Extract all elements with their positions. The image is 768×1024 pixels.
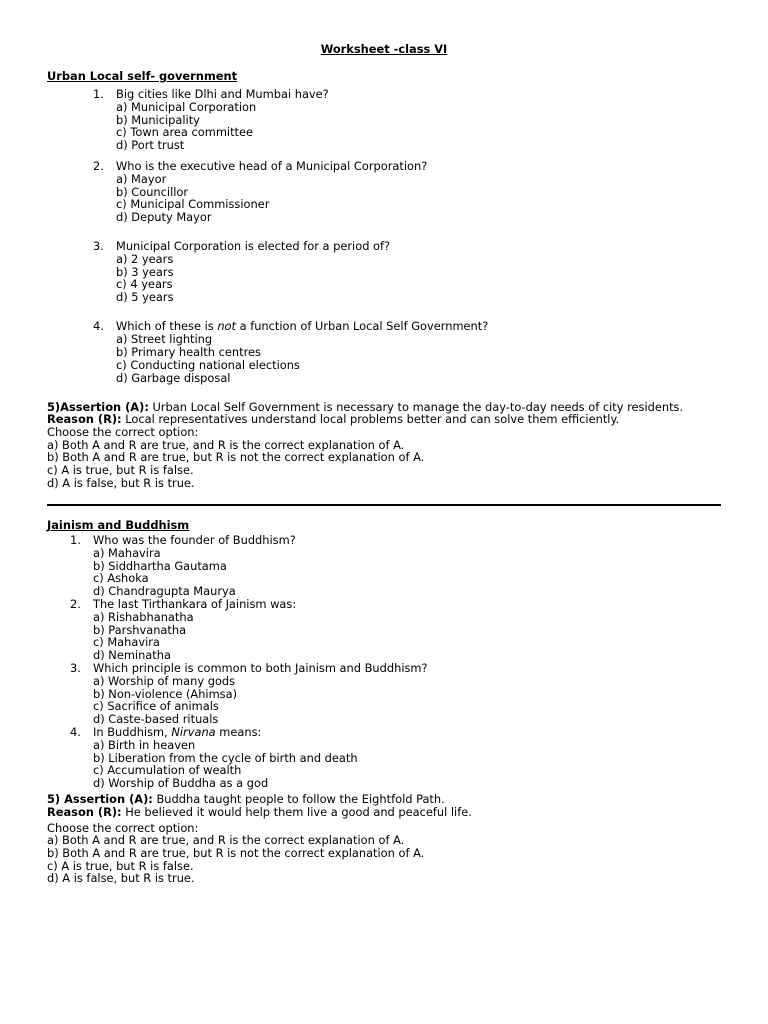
- assertion-text: Urban Local Self Government is necessary to manage the day-to-day needs of city residents.: [148, 400, 684, 414]
- option: d) Chandragupta Maurya: [93, 584, 236, 598]
- option: c) Town area committee: [116, 125, 254, 139]
- option: c) Mahavira: [93, 635, 160, 649]
- option: b) Non-violence (Ahimsa): [93, 687, 238, 701]
- choose-instruction: Choose the correct option:: [47, 821, 199, 835]
- section-heading-jainism-buddhism: Jainism and Buddhism: [47, 518, 190, 532]
- option: a) Worship of many gods: [93, 674, 236, 688]
- option: a) Mayor: [116, 172, 167, 186]
- ar-option: c) A is true, but R is false.: [47, 463, 194, 477]
- question-text: Municipal Corporation is elected for a period of?: [116, 239, 391, 253]
- reason-label: Reason (R):: [47, 805, 122, 819]
- ar-option: b) Both A and R are true, but R is not the correct explanation of A.: [47, 846, 425, 860]
- option: a) Municipal Corporation: [116, 100, 257, 114]
- option: c) Sacrifice of animals: [93, 699, 219, 713]
- question-text-part: a function of Urban Local Self Government?: [235, 319, 489, 333]
- option: c) Accumulation of wealth: [93, 763, 242, 777]
- reason-text: He believed it would help them live a good and peaceful life.: [121, 805, 472, 819]
- question-text-part: means:: [215, 725, 262, 739]
- question-text-part: In Buddhism,: [93, 725, 172, 739]
- option: b) Liberation from the cycle of birth and death: [93, 751, 358, 765]
- question-text: [116, 320, 488, 333]
- ar-option: a) Both A and R are true, and R is the correct explanation of A.: [47, 833, 405, 847]
- option: d) Worship of Buddha as a god: [93, 776, 269, 790]
- option: b) 3 years: [116, 265, 174, 279]
- reason-line: [47, 806, 472, 819]
- question-number: 3.: [93, 239, 104, 253]
- reason-text: Local representatives understand local problems better and can solve them efficiently.: [121, 412, 620, 426]
- section-divider: [47, 504, 721, 506]
- question-text: Big cities like Dlhi and Mumbai have?: [116, 87, 329, 101]
- question-number: 4.: [93, 319, 104, 333]
- question-text: The last Tirthankara of Jainism was:: [93, 597, 297, 611]
- question-text: [93, 726, 261, 739]
- question-text-emphasis: not: [217, 319, 236, 333]
- option: a) Rishabhanatha: [93, 610, 194, 624]
- assertion-text: Buddha taught people to follow the Eightfold Path.: [152, 792, 445, 806]
- option: b) Municipality: [116, 113, 200, 127]
- option: d) Caste-based rituals: [93, 712, 219, 726]
- question-number: 2.: [93, 159, 104, 173]
- reason-label: Reason (R):: [47, 412, 122, 426]
- question-text: Which principle is common to both Jainism and Buddhism?: [93, 661, 428, 675]
- option: c) Ashoka: [93, 571, 149, 585]
- option: c) Municipal Commissioner: [116, 197, 270, 211]
- choose-instruction: Choose the correct option:: [47, 425, 199, 439]
- ar-option: d) A is false, but R is true.: [47, 871, 195, 885]
- option: b) Primary health centres: [116, 345, 261, 359]
- option: c) Conducting national elections: [116, 358, 300, 372]
- question-number: 2.: [70, 597, 81, 611]
- option: d) Garbage disposal: [116, 371, 231, 385]
- assertion-line: [47, 793, 445, 806]
- question-text: Who was the founder of Buddhism?: [93, 533, 296, 547]
- ar-option: c) A is true, but R is false.: [47, 859, 194, 873]
- option: b) Parshvanatha: [93, 623, 187, 637]
- section-heading-urban-local-government: Urban Local self- government: [47, 69, 238, 83]
- option: a) Mahavira: [93, 546, 161, 560]
- question-text-part: Which of these is: [116, 319, 218, 333]
- option: b) Councillor: [116, 185, 189, 199]
- question-text: Who is the executive head of a Municipal Corporation?: [116, 159, 428, 173]
- question-number: 1.: [70, 533, 81, 547]
- option: b) Siddhartha Gautama: [93, 559, 227, 573]
- question-number: 1.: [93, 87, 104, 101]
- ar-option: a) Both A and R are true, and R is the correct explanation of A.: [47, 438, 405, 452]
- question-number: 4.: [70, 725, 81, 739]
- option: d) Neminatha: [93, 648, 171, 662]
- ar-option: d) A is false, but R is true.: [47, 476, 195, 490]
- reason-line: [47, 413, 619, 426]
- option: d) Port trust: [116, 138, 185, 152]
- ar-option: b) Both A and R are true, but R is not the correct explanation of A.: [47, 450, 425, 464]
- option: d) 5 years: [116, 290, 174, 304]
- option: c) 4 years: [116, 277, 173, 291]
- assertion-label: 5)Assertion (A):: [47, 400, 149, 414]
- question-text-emphasis: Nirvana: [171, 725, 216, 739]
- option: a) Street lighting: [116, 332, 213, 346]
- worksheet-title: Worksheet -class VI: [320, 42, 448, 56]
- assertion-label: 5) Assertion (A):: [47, 792, 153, 806]
- option: a) Birth in heaven: [93, 738, 196, 752]
- option: a) 2 years: [116, 252, 174, 266]
- option: d) Deputy Mayor: [116, 210, 212, 224]
- question-number: 3.: [70, 661, 81, 675]
